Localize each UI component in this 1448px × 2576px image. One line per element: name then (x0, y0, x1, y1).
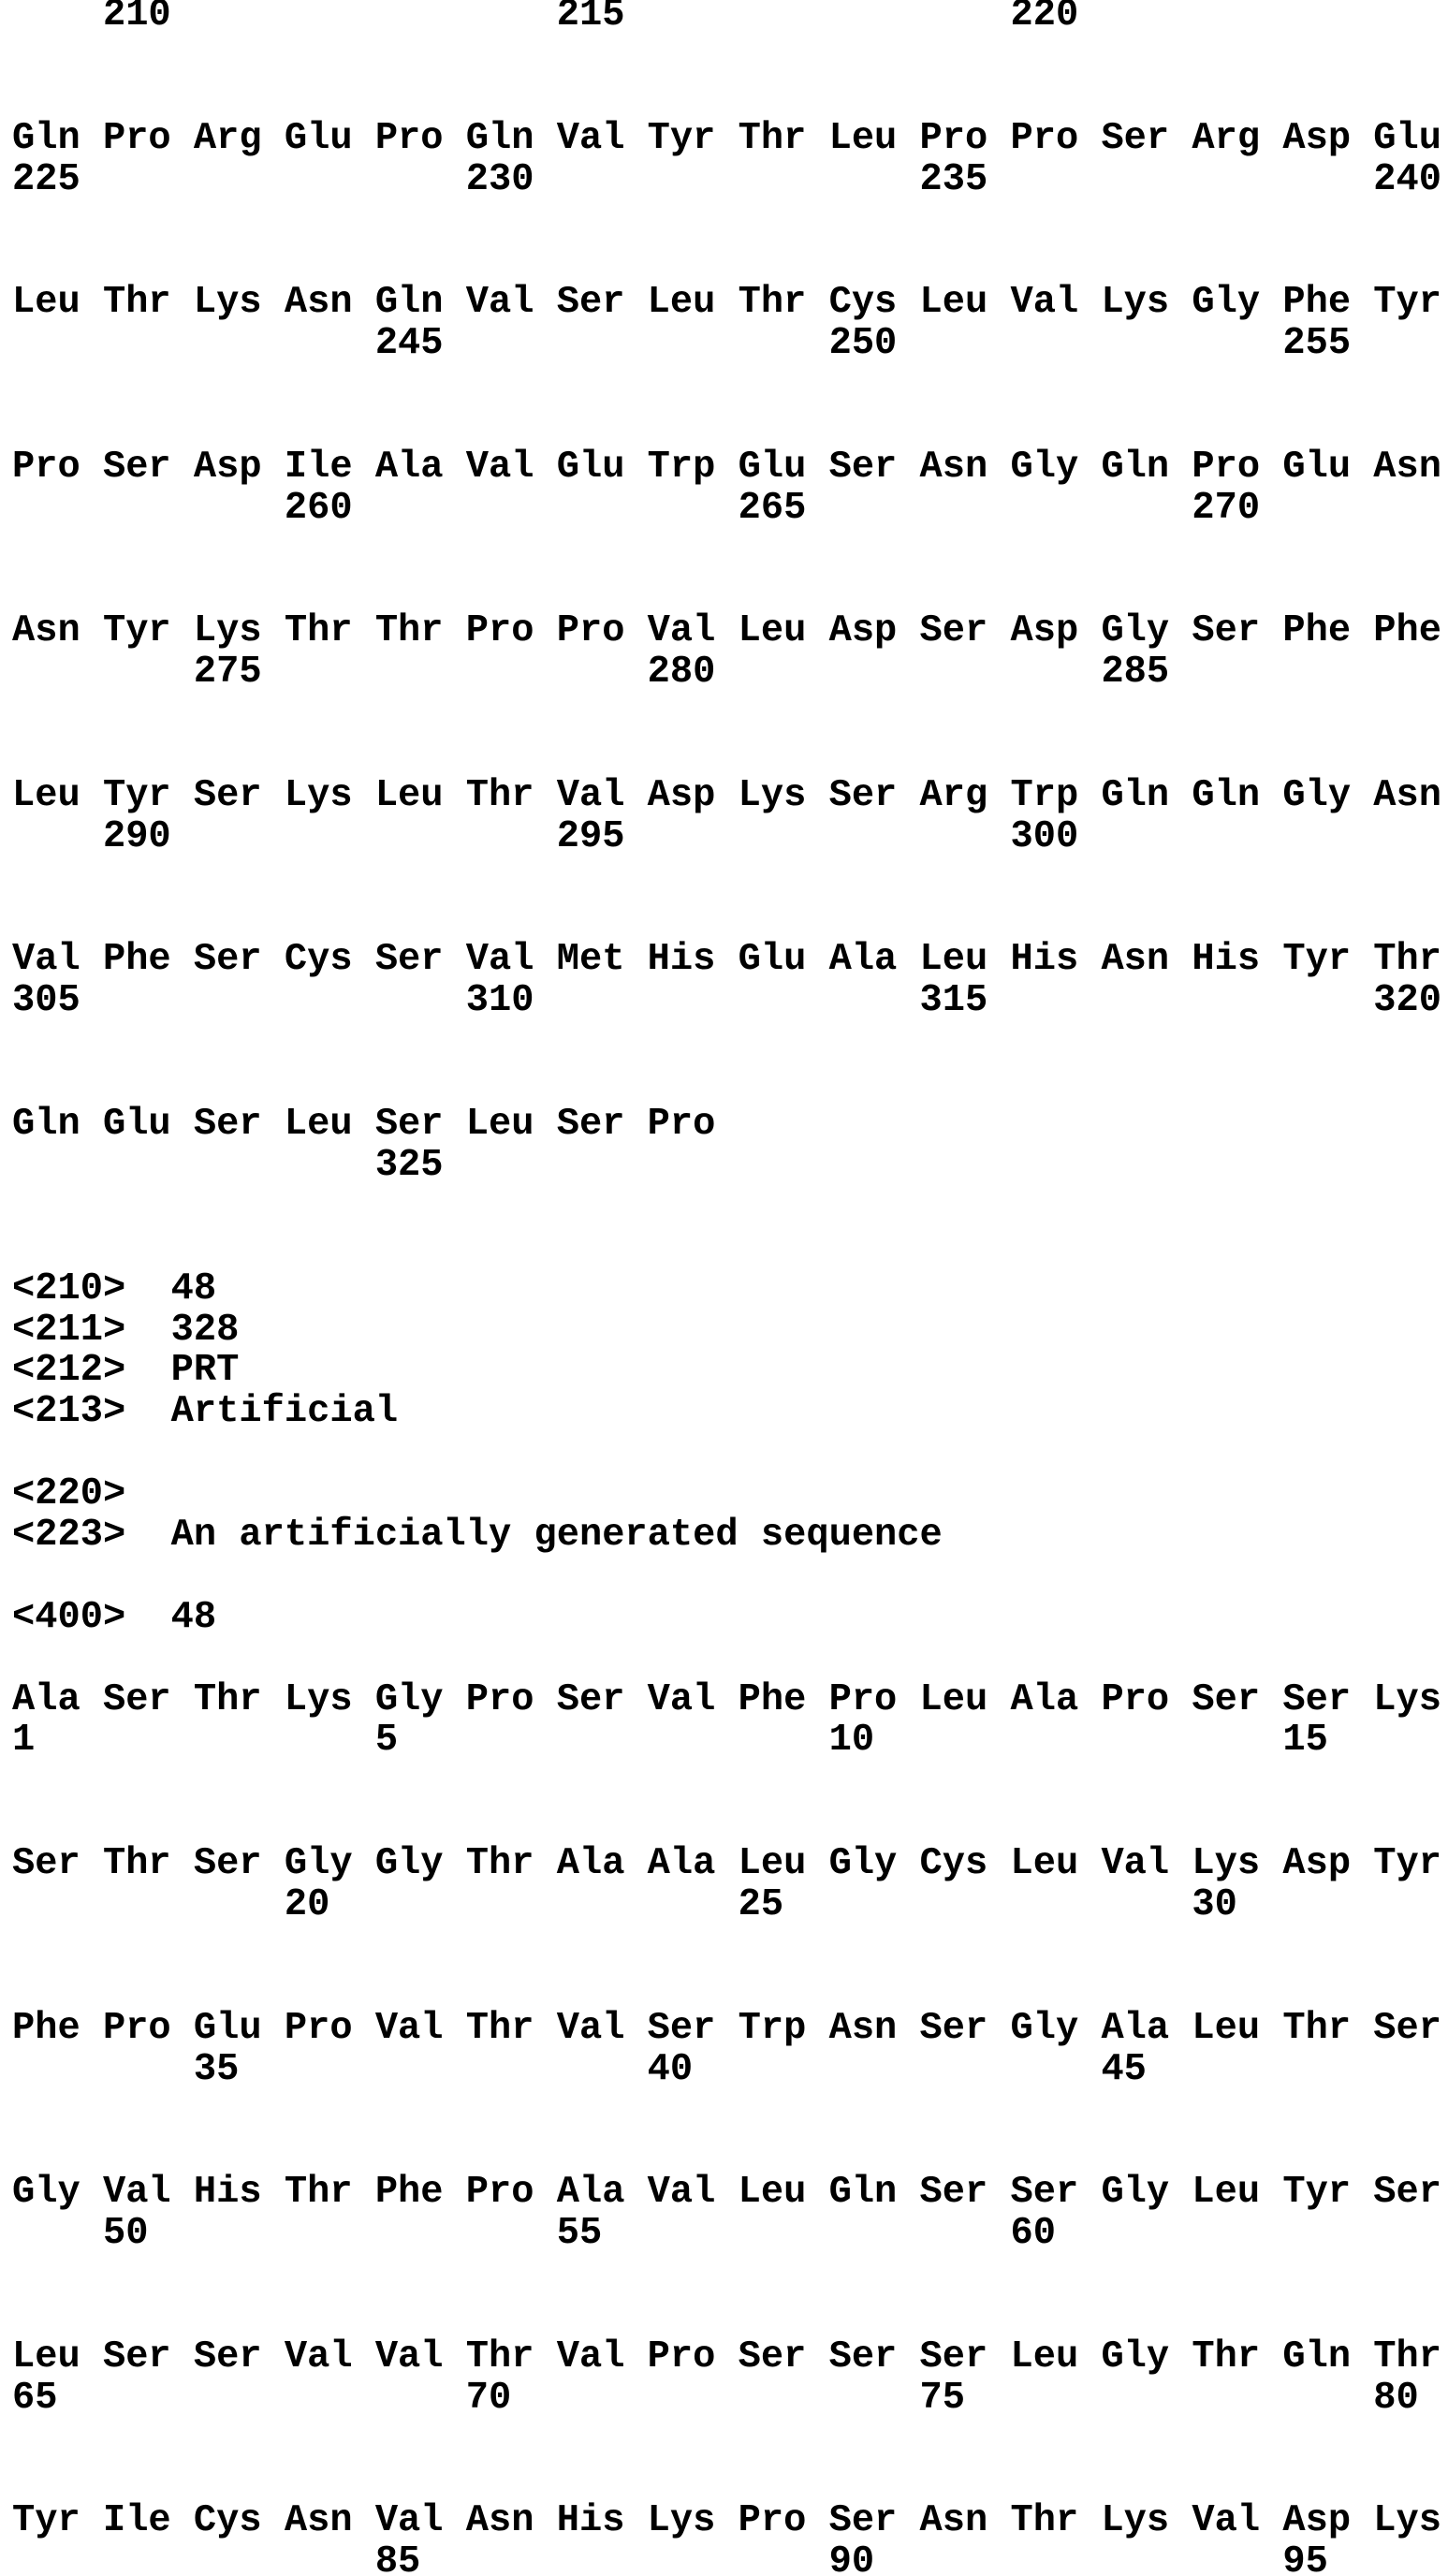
blank-line (12, 2296, 1441, 2337)
residues-line: Pro Ser Asp Ile Ala Val Glu Trp Glu Ser Asn Gly Gln Pro Glu Asn (12, 445, 1442, 489)
blank-line (12, 200, 1441, 242)
blank-line (12, 570, 1441, 611)
document-text (12, 0, 1441, 2576)
residues-line: Leu Thr Lys Asn Gln Val Ser Leu Thr Cys Leu Val Lys Gly Phe Tyr (12, 281, 1442, 325)
blank-line (12, 37, 1441, 78)
tag-line: <212> PRT (12, 1349, 240, 1393)
residues-line: Tyr Ile Cys Asn Val Asn His Lys Pro Ser Asn Thr Lys Val Asp Lys (12, 2499, 1442, 2543)
blank-line (12, 2460, 1441, 2501)
numbering-line: 325 (12, 1143, 444, 1187)
residues-line: Ser Thr Ser Gly Gly Thr Ala Ala Leu Gly Cys Leu Val Lys Asp Tyr (12, 1842, 1442, 1886)
residues-line: Val Phe Ser Cys Ser Val Met His Glu Ala Leu His Asn His Tyr Thr (12, 938, 1442, 982)
blank-line (12, 1557, 1441, 1598)
blank-line (12, 1187, 1441, 1228)
blank-line (12, 900, 1441, 941)
blank-line (12, 694, 1441, 735)
numbering-line: 20 25 30 (12, 1882, 1237, 1926)
blank-line (12, 2420, 1441, 2461)
numbering-line: 245 250 255 (12, 322, 1352, 366)
blank-line (12, 1063, 1441, 1105)
blank-line (12, 735, 1441, 776)
tag-line: <211> 328 (12, 1308, 240, 1352)
numbering-line: 210 215 220 (12, 0, 1079, 37)
residues-line: Asn Tyr Lys Thr Thr Pro Pro Val Leu Asp Ser Asp Gly Ser Phe Phe (12, 609, 1442, 653)
numbering-line: 290 295 300 (12, 814, 1079, 858)
residues-line: Phe Pro Glu Pro Val Thr Val Ser Trp Asn Ser Gly Ala Leu Thr Ser (12, 2006, 1442, 2050)
tag-line: <213> Artificial (12, 1390, 399, 1434)
blank-line (12, 1228, 1441, 1269)
residues-line: Gln Pro Arg Glu Pro Gln Val Tyr Thr Leu Pro Pro Ser Arg Asp Glu (12, 116, 1442, 160)
residues-line: Gly Val His Thr Phe Pro Ala Val Leu Gln Ser Ser Gly Leu Tyr Ser (12, 2171, 1442, 2215)
blank-line (12, 1022, 1441, 1063)
blank-line (12, 858, 1441, 900)
tag-line: <400> 48 (12, 1595, 217, 1639)
tag-line: <223> An artificially generated sequence (12, 1513, 943, 1557)
blank-line (12, 78, 1441, 119)
blank-line (12, 1639, 1441, 1680)
numbering-line: 35 40 45 (12, 2047, 1147, 2091)
blank-line (12, 1926, 1441, 1968)
tag-line: <220> (12, 1472, 126, 1516)
numbering-line: 225 230 235 240 (12, 157, 1442, 201)
numbering-line: 85 90 95 (12, 2540, 1328, 2576)
tag-line: <210> 48 (12, 1266, 217, 1310)
blank-line (12, 1803, 1441, 1844)
blank-line (12, 2131, 1441, 2173)
blank-line (12, 530, 1441, 571)
residues-line: Gln Glu Ser Leu Ser Leu Ser Pro (12, 1103, 716, 1147)
blank-line (12, 1433, 1441, 1474)
numbering-line: 1 5 10 15 (12, 1719, 1328, 1763)
blank-line (12, 242, 1441, 283)
blank-line (12, 2090, 1441, 2131)
numbering-line: 275 280 285 (12, 651, 1170, 695)
numbering-line: 260 265 270 (12, 486, 1261, 530)
residues-line: Ala Ser Thr Lys Gly Pro Ser Val Phe Pro Leu Ala Pro Ser Ser Lys (12, 1677, 1442, 1721)
numbering-line: 305 310 315 320 (12, 979, 1442, 1023)
numbering-line: 65 70 75 80 (12, 2376, 1419, 2420)
numbering-line: 50 55 60 (12, 2212, 1056, 2256)
blank-line (12, 406, 1441, 447)
blank-line (12, 1968, 1441, 2009)
blank-line (12, 1762, 1441, 1803)
residues-line: Leu Ser Ser Val Val Thr Val Pro Ser Ser Ser Leu Gly Thr Gln Thr (12, 2334, 1442, 2378)
blank-line (12, 365, 1441, 406)
blank-line (12, 2255, 1441, 2296)
residues-line: Leu Tyr Ser Lys Leu Thr Val Asp Lys Ser Arg Trp Gln Gln Gly Asn (12, 773, 1442, 817)
